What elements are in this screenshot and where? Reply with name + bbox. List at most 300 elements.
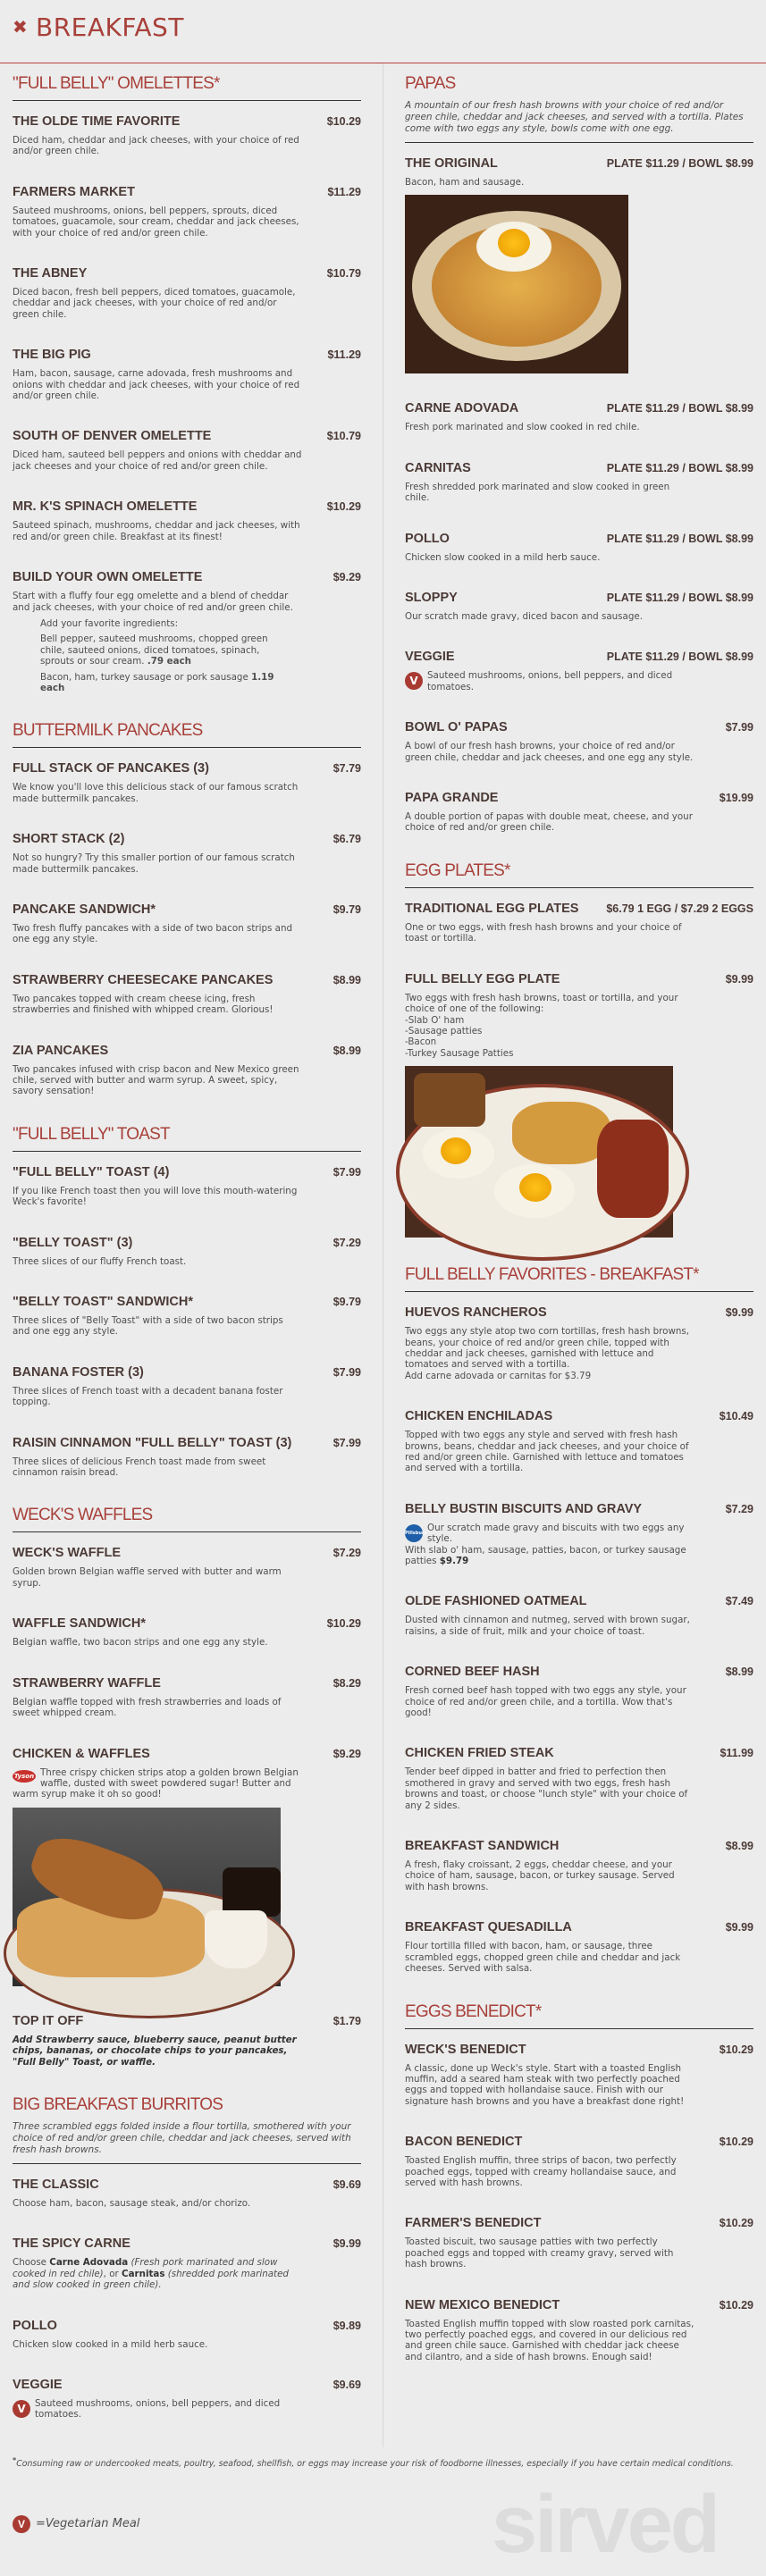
- item-header: [13, 2236, 361, 2252]
- text-segment: Sauteed spinach, mushrooms, cheddar and jack cheeses, with red and/or green chile. Breakfast at its finest!: [13, 520, 300, 542]
- item-description: [405, 2155, 695, 2188]
- section-divider: [405, 142, 753, 143]
- menu-item: [13, 1164, 361, 1208]
- item-description: [13, 520, 303, 542]
- item-header: [13, 1675, 361, 1691]
- text-segment: Topped with two eggs any style and served with fresh hash browns, beans, cheddar and jack cheeses, and your choice of red and/or green chile. Garnished with lettuce and tomatoes and served with a tortilla.: [405, 1430, 689, 1474]
- item-header: [13, 1164, 361, 1180]
- item-description: [13, 994, 303, 1016]
- item-header: [405, 971, 753, 987]
- item-name: CHICKEN FRIED STEAK: [405, 1746, 554, 1761]
- menu-section: [405, 1264, 753, 1974]
- item-name: THE BIG PIG: [13, 348, 91, 363]
- item-name: CARNE ADOVADA: [405, 401, 519, 416]
- menu-item: [405, 1408, 753, 1474]
- add-on-line: [40, 618, 290, 629]
- text-segment: Chicken slow cooked in a mild herb sauce.: [13, 2338, 208, 2350]
- item-price: PLATE $11.29 / BOWL $8.99: [606, 402, 753, 415]
- item-name: SLOPPY: [405, 591, 458, 606]
- text-segment: .79 each: [147, 656, 192, 667]
- page-title: BREAKFAST: [36, 13, 184, 42]
- item-description: [405, 482, 695, 504]
- section-title: PAPAS: [405, 74, 456, 93]
- item-price: $9.69: [332, 2378, 361, 2391]
- add-on-line: [40, 634, 290, 667]
- menu-item: [405, 719, 753, 763]
- item-description: [405, 1523, 695, 1567]
- text-segment: Chicken slow cooked in a mild herb sauce.: [405, 551, 601, 563]
- menu-item: [13, 2377, 361, 2421]
- text-segment: Three slices of delicious French toast made from sweet cinnamon raisin bread.: [13, 1456, 266, 1479]
- item-header: [405, 155, 753, 172]
- item-price: $7.99: [332, 1365, 361, 1379]
- menu-item: [13, 184, 361, 239]
- item-header: [13, 1746, 361, 1762]
- item-price: $7.29: [332, 1236, 361, 1249]
- item-header: [405, 1593, 753, 1609]
- item-header: [13, 2177, 361, 2193]
- menu-item: [13, 902, 361, 945]
- item-price: $10.29: [719, 2298, 753, 2312]
- item-description: [13, 852, 303, 875]
- item-header: [405, 2215, 753, 2231]
- text-segment: , or: [103, 2268, 122, 2279]
- item-header: [405, 1664, 753, 1680]
- item-header: [13, 1435, 361, 1451]
- disclaimer-text: Consuming raw or undercooked meats, poultry, seafood, shellfish, or eggs may increase your risk of foodborne illnesses, especially if you have certain medical conditions.: [16, 2458, 734, 2469]
- text-segment: If you like French toast then you will love this mouth-watering Weck's favorite!: [13, 1185, 298, 1208]
- item-name: BOWL O' PAPAS: [405, 720, 508, 735]
- text-segment: Fresh shredded pork marinated and slow cooked in green chile.: [405, 481, 670, 504]
- menu-item: [13, 2318, 361, 2350]
- item-name: "BELLY TOAST" (3): [13, 1235, 133, 1250]
- item-price: $6.79: [332, 833, 361, 846]
- item-description: [13, 1767, 303, 1800]
- section-title: FULL BELLY FAVORITES - BREAKFAST*: [405, 1265, 699, 1285]
- item-description: [13, 1315, 303, 1338]
- item-name: SHORT STACK (2): [13, 832, 125, 847]
- item-price: $7.99: [725, 721, 753, 734]
- item-header: [405, 719, 753, 735]
- menu-section: [13, 720, 361, 1096]
- item-name: CHICKEN & WAFFLES: [13, 1746, 150, 1761]
- text-segment: A double portion of papas with double meat, cheese, and your choice of red and/or green chile.: [405, 811, 693, 834]
- text-segment: A classic, done up Weck's style. Start with a toasted English muffin, add a seared ham steak with two perfectly poached eggs and topped with hollandaise sauce. Finish with our signature hash browns and you have a breakfast done right!: [405, 2062, 685, 2107]
- item-name: BANANA FOSTER (3): [13, 1364, 144, 1380]
- item-name: THE OLDE TIME FAVORITE: [13, 114, 181, 129]
- disclaimer: [13, 2456, 753, 2469]
- item-name: BACON BENEDICT: [405, 2135, 523, 2150]
- item-name: THE ORIGINAL: [405, 156, 498, 171]
- text-segment: Add Strawberry sauce, blueberry sauce, peanut butter chips, bananas, or chocolate chips to your pancakes, "Full Belly" Toast, or waffle.: [13, 2034, 297, 2068]
- item-name: CARNITAS: [405, 460, 471, 475]
- item-header: [13, 113, 361, 130]
- item-name: FULL BELLY EGG PLATE: [405, 971, 560, 986]
- item-price: $9.69: [332, 2177, 361, 2191]
- text-segment: Bell pepper, sauteed mushrooms, chopped green chile, sauteed onions, diced tomatoes, spinach, sprouts or sour cream.: [40, 634, 268, 667]
- text-segment: Belgian waffle topped with fresh strawberries and loads of sweet whipped cream.: [13, 1696, 282, 1719]
- menu-section: [405, 2001, 753, 2363]
- item-price: $9.79: [332, 902, 361, 916]
- item-price: $9.79: [332, 1296, 361, 1309]
- menu-item: [13, 1675, 361, 1719]
- text-segment: Diced ham, sauteed bell peppers and onions with cheddar and jack cheeses and your choice of red and/or green chile.: [13, 449, 302, 472]
- menu-item: [405, 155, 753, 373]
- text-segment: Bacon, ham and sausage.: [405, 177, 525, 188]
- item-header: [13, 1545, 361, 1561]
- item-header: [13, 1615, 361, 1632]
- item-description: [405, 422, 695, 432]
- text-segment: Two pancakes infused with crisp bacon and New Mexico green chile, served with butter and warm syrup. A sweet, spicy, savory sensation!: [13, 1063, 299, 1097]
- page-header: [0, 0, 766, 63]
- legend-text: =Vegetarian Meal: [36, 2517, 140, 2531]
- item-name: RAISIN CINNAMON "FULL BELLY" TOAST (3): [13, 1435, 292, 1450]
- item-name: BREAKFAST QUESADILLA: [405, 1920, 572, 1935]
- menu-section: [405, 860, 753, 1238]
- item-header: [405, 1838, 753, 1854]
- item-price: $8.99: [332, 973, 361, 986]
- eggplate-photo: [405, 1066, 673, 1238]
- text-segment: Dusted with cinnamon and nutmeg, served with brown sugar, raisins, a side of fruit, milk and your choice of toast.: [405, 1615, 690, 1637]
- text-segment: Golden brown Belgian waffle served with butter and warm syrup.: [13, 1566, 282, 1589]
- menu-item: [13, 1746, 361, 1986]
- text-segment: Diced ham, cheddar and jack cheeses, with your choice of red and/or green chile.: [13, 135, 299, 157]
- item-name: STRAWBERRY WAFFLE: [13, 1675, 161, 1691]
- item-header: [13, 1043, 361, 1059]
- item-price: $10.79: [326, 267, 361, 281]
- item-description: [405, 552, 695, 563]
- item-name: SOUTH OF DENVER OMELETTE: [13, 429, 212, 444]
- menu-item: [405, 400, 753, 432]
- item-description: [13, 591, 303, 613]
- item-description: [13, 1064, 303, 1097]
- item-price: PLATE $11.29 / BOWL $8.99: [606, 157, 753, 170]
- item-header: [13, 760, 361, 776]
- item-name: FARMER'S BENEDICT: [405, 2216, 542, 2231]
- add-on-line: [40, 672, 290, 694]
- menu-item: [13, 972, 361, 1016]
- item-description: [405, 2063, 695, 2108]
- item-description: [405, 922, 695, 944]
- item-name: OLDE FASHIONED OATMEAL: [405, 1594, 587, 1609]
- item-price: $11.99: [720, 1747, 753, 1760]
- item-header: [405, 460, 753, 476]
- menu-section: [13, 2094, 361, 2421]
- section-divider: [13, 100, 361, 101]
- menu-item: [405, 2297, 753, 2363]
- item-price: $7.99: [332, 1436, 361, 1449]
- sirved-watermark: sirved: [491, 2478, 718, 2570]
- item-price: $11.29: [327, 185, 361, 198]
- item-header: [405, 1501, 753, 1517]
- item-description: [405, 1941, 695, 1974]
- section-title: "FULL BELLY" OMELETTES*: [13, 74, 220, 93]
- item-price: $8.99: [332, 1044, 361, 1057]
- item-header: [405, 1745, 753, 1761]
- item-price: $10.29: [719, 2217, 753, 2230]
- section-title: WECK'S WAFFLES: [13, 1506, 153, 1525]
- menu-item: [405, 1664, 753, 1718]
- item-name: THE CLASSIC: [13, 2177, 99, 2192]
- item-price: $7.49: [725, 1595, 753, 1608]
- text-segment: Flour tortilla filled with bacon, ham, or sausage, three scrambled eggs, chopped green chile and cheddar and jack cheeses. Served with salsa.: [405, 1941, 681, 1975]
- item-price: $10.29: [326, 115, 361, 128]
- vegetarian-legend: [13, 2515, 139, 2533]
- item-price: $9.99: [725, 1921, 753, 1934]
- item-description: [13, 449, 303, 472]
- item-header: [13, 265, 361, 281]
- item-name: HUEVOS RANCHEROS: [405, 1305, 547, 1321]
- item-name: VEGGIE: [13, 2377, 63, 2392]
- item-price: $7.29: [332, 1547, 361, 1560]
- item-description: [405, 1859, 695, 1892]
- item-header: [13, 1294, 361, 1310]
- menu-columns: [0, 63, 766, 2447]
- item-description: [405, 1766, 695, 1811]
- menu-section: [13, 1124, 361, 1479]
- item-description: [13, 1566, 303, 1589]
- item-price: $10.29: [719, 2135, 753, 2149]
- item-description: [13, 287, 303, 320]
- menu-item: [405, 1838, 753, 1892]
- item-name: BELLY BUSTIN BISCUITS AND GRAVY: [405, 1501, 643, 1516]
- item-description: [13, 782, 303, 804]
- item-price: PLATE $11.29 / BOWL $8.99: [606, 461, 753, 474]
- item-price: $9.29: [332, 1747, 361, 1760]
- menu-item: [13, 2013, 361, 2068]
- item-name: WECK'S BENEDICT: [405, 2042, 526, 2057]
- menu-item: [13, 1043, 361, 1097]
- item-header: [405, 790, 753, 806]
- menu-item: [405, 790, 753, 834]
- menu-item: [405, 2042, 753, 2108]
- item-name: POLLO: [405, 531, 450, 546]
- text-segment: Choose ham, bacon, sausage steak, and/or chorizo.: [13, 2197, 251, 2209]
- text-segment: A bowl of our fresh hash browns, your choice of red and/or green chile, cheddar and jack cheeses, and one egg any style.: [405, 741, 694, 763]
- item-price: $19.99: [719, 792, 753, 805]
- item-price: $7.99: [332, 1165, 361, 1179]
- item-name: PANCAKE SANDWICH*: [13, 902, 156, 917]
- item-price: $10.49: [719, 1410, 753, 1423]
- text-segment: Three crispy chicken strips atop a golden brown Belgian waffle, dusted with sweet powdered sugar! Butter and warm syrup make it oh so good!: [13, 1766, 299, 1800]
- item-description: [13, 2398, 303, 2421]
- menu-item: [13, 569, 361, 693]
- text-segment: Sauteed mushrooms, onions, bell peppers, and diced tomatoes.: [427, 670, 673, 692]
- item-price: $9.89: [332, 2319, 361, 2332]
- text-segment: Choose: [13, 2257, 50, 2269]
- item-header: [405, 531, 753, 547]
- menu-section: [405, 73, 753, 834]
- menu-item: [405, 901, 753, 944]
- section-title: EGG PLATES*: [405, 860, 510, 880]
- section-divider: [13, 2163, 361, 2164]
- menu-item: [405, 1501, 753, 1567]
- text-segment: Ham, bacon, sausage, carne adovada, fresh mushrooms and onions with cheddar and jack cheeses, with your choice of red and/or green chile.: [13, 368, 300, 402]
- menu-item: [13, 1364, 361, 1408]
- text-segment: Toasted English muffin topped with slow roasted pork carnitas, two perfectly poached eggs, and covered in our delicious red and green chile sauce. Garnished with cheddar jack cheese and cilantro, and a side of hash browns. Enough said!: [405, 2318, 694, 2362]
- item-name: BREAKFAST SANDWICH: [405, 1839, 560, 1854]
- section-intro: Three scrambled eggs folded inside a flour tortilla, smothered with your choice of red and/or green chile, cheddar and jack cheeses, served with fresh hash browns.: [13, 2120, 351, 2155]
- text-segment: Diced bacon, fresh bell peppers, diced tomatoes, guacamole, cheddar and jack cheeses, with your choice of red and/or green chile.: [13, 287, 296, 320]
- item-name: STRAWBERRY CHEESECAKE PANCAKES: [13, 972, 274, 987]
- item-header: [13, 1364, 361, 1380]
- item-description: [405, 993, 695, 1059]
- menu-item: [405, 971, 753, 1238]
- item-name: CORNED BEEF HASH: [405, 1665, 540, 1680]
- menu-item: [13, 760, 361, 804]
- menu-item: [13, 1615, 361, 1648]
- item-header: [13, 2377, 361, 2393]
- item-price: $8.99: [725, 1840, 753, 1853]
- item-name: "FULL BELLY" TOAST (4): [13, 1164, 170, 1179]
- item-header: [13, 2318, 361, 2334]
- item-price: $10.79: [326, 430, 361, 443]
- text-segment: Not so hungry? Try this smaller portion of our famous scratch made buttermilk pancakes.: [13, 852, 295, 875]
- close-icon[interactable]: ✖: [13, 16, 28, 38]
- item-name: FULL STACK OF PANCAKES (3): [13, 761, 209, 776]
- item-description: [13, 2198, 303, 2209]
- menu-item: [405, 2134, 753, 2188]
- text-segment: Two fresh fluffy pancakes with a side of two bacon strips and one egg any style.: [13, 922, 293, 945]
- item-description: [405, 1430, 695, 1474]
- text-segment: Our scratch made gravy and biscuits with two eggs any style. With slab o' ham, sausage, patties, bacon, or turkey sausage patties: [405, 1522, 686, 1566]
- text-segment: Toasted biscuit, two sausage patties with two perfectly poached eggs and topped with creamy gravy, served with hash browns.: [405, 2236, 674, 2270]
- item-name: ZIA PANCAKES: [13, 1043, 109, 1058]
- item-name: VEGGIE: [405, 650, 455, 665]
- text-segment: $9.79: [439, 1556, 469, 1566]
- item-name: POLLO: [13, 2318, 57, 2333]
- item-header: [13, 569, 361, 585]
- item-header: [405, 2297, 753, 2313]
- item-price: $8.99: [725, 1666, 753, 1679]
- item-description: [405, 177, 695, 188]
- item-header: [405, 1408, 753, 1424]
- item-description: [405, 2319, 695, 2363]
- text-segment: Toasted English muffin, three strips of bacon, two perfectly poached eggs, topped with creamy hollandaise sauce, and served with hash browns.: [405, 2155, 677, 2188]
- text-segment: Three slices of "Belly Toast" with a side of two bacon strips and one egg any style.: [13, 1315, 283, 1338]
- item-price: $11.29: [327, 348, 361, 362]
- section-divider: [405, 1291, 753, 1292]
- item-header: [13, 831, 361, 847]
- menu-column-left: [13, 73, 361, 2447]
- asterisk: *: [13, 2455, 17, 2464]
- item-header: [405, 2134, 753, 2150]
- vegetarian-icon: V: [13, 2515, 30, 2533]
- text-segment: Sauteed mushrooms, onions, bell peppers, and diced tomatoes.: [35, 2397, 281, 2421]
- item-name: THE ABNEY: [13, 266, 88, 281]
- section-divider: [405, 887, 753, 888]
- menu-item: [405, 531, 753, 563]
- item-header: [13, 499, 361, 515]
- item-description: [13, 1386, 303, 1408]
- item-description: [13, 206, 303, 239]
- item-header: [405, 901, 753, 917]
- menu-item: [13, 499, 361, 542]
- text-segment: 1.19 each: [40, 671, 274, 693]
- item-description: [13, 1256, 303, 1267]
- text-segment: Sauteed mushrooms, onions, bell peppers, sprouts, diced tomatoes, guacamole, sour cream, cheddar and jack cheeses, with your choice of red and/or green chile.: [13, 205, 299, 239]
- item-description: [405, 670, 695, 692]
- item-description: [13, 368, 303, 401]
- menu-column-right: [405, 73, 753, 2447]
- item-name: WAFFLE SANDWICH*: [13, 1616, 147, 1632]
- section-title: BUTTERMILK PANCAKES: [13, 721, 203, 741]
- menu-item: [13, 428, 361, 472]
- item-name: MR. K'S SPINACH OMELETTE: [13, 499, 198, 515]
- menu-item: [13, 347, 361, 401]
- vegetarian-icon: V: [405, 672, 423, 690]
- item-header: [13, 184, 361, 200]
- text-segment: Tender beef dipped in batter and fried to perfection then smothered in gravy and served with two eggs, fresh hash browns and toast, or choose "lunch style" with your choice of any 2 sides.: [405, 1766, 688, 1811]
- item-price: $9.99: [725, 972, 753, 986]
- text-segment: Two pancakes topped with cream cheese icing, fresh strawberries and finished with whipped cream. Glorious!: [13, 993, 274, 1016]
- vegetarian-icon: V: [13, 2400, 30, 2418]
- text-segment: (shredded pork marinated and slow cooked in green chile).: [13, 2268, 289, 2291]
- menu-item: [13, 1435, 361, 1479]
- item-description: [13, 2035, 303, 2068]
- item-name: NEW MEXICO BENEDICT: [405, 2297, 560, 2312]
- menu-section: [13, 1505, 361, 2067]
- item-header: [405, 590, 753, 606]
- item-description: [405, 1326, 695, 1381]
- item-name: BUILD YOUR OWN OMELETTE: [13, 570, 203, 585]
- item-price: $10.29: [719, 2043, 753, 2056]
- menu-item: [13, 1545, 361, 1589]
- item-description: [13, 2339, 303, 2350]
- item-description: [405, 1685, 695, 1718]
- menu-section: [13, 73, 361, 693]
- menu-item: [13, 1235, 361, 1267]
- item-price: PLATE $11.29 / BOWL $8.99: [606, 650, 753, 664]
- menu-item: [13, 113, 361, 157]
- item-price: $10.29: [326, 1617, 361, 1631]
- item-description: [13, 135, 303, 157]
- item-description: [405, 2236, 695, 2270]
- menu-item: [405, 1745, 753, 1811]
- section-divider: [13, 1151, 361, 1152]
- text-segment: A fresh, flaky croissant, 2 eggs, cheddar cheese, and your choice of ham, sausage, bacon, or turkey sausage. Served with hash browns.: [405, 1859, 675, 1892]
- text-segment: Two eggs any style atop two corn tortillas, fresh hash browns, beans, your choice of red and/or green chile, topped with cheddar and jack cheeses, garnished with lettuce and tomatoes and served with a tortilla. Add carne adovada or carnitas for $3.79: [405, 1326, 690, 1381]
- menu-item: [405, 649, 753, 692]
- tyson-icon: Tyson: [13, 1770, 36, 1783]
- item-header: [13, 428, 361, 444]
- menu-item: [405, 1305, 753, 1381]
- menu-item: [13, 265, 361, 320]
- chicken-photo: [13, 1808, 281, 1986]
- menu-item: [405, 1593, 753, 1637]
- section-intro: A mountain of our fresh hash browns with your choice of red and/or green chile, cheddar and jack cheeses, and served with a tortilla. Plates come with two eggs any style, bowls come with one egg.: [405, 100, 744, 134]
- item-price: $9.99: [725, 1306, 753, 1320]
- item-header: [405, 1919, 753, 1935]
- menu-item: [13, 2177, 361, 2209]
- item-price: $1.79: [332, 2014, 361, 2027]
- text-segment: Bacon, ham, turkey sausage or pork sausage: [40, 671, 252, 683]
- item-header: [13, 972, 361, 988]
- item-name: WECK'S WAFFLE: [13, 1546, 122, 1561]
- text-segment: Start with a fluffy four egg omelette and a blend of cheddar and jack cheeses, with your choice of red and/or green chile.: [13, 591, 293, 613]
- text-segment: Add your favorite ingredients:: [40, 617, 179, 629]
- item-header: [405, 400, 753, 416]
- menu-item: [405, 590, 753, 622]
- item-description: [13, 1456, 303, 1479]
- text-segment: Fresh corned beef hash topped with two eggs any style, your choice of red and/or green chile, and a tortilla. Wow that's good!: [405, 1685, 686, 1719]
- item-price: PLATE $11.29 / BOWL $8.99: [606, 592, 753, 605]
- item-description: [405, 611, 695, 622]
- text-segment: Carne Adovada: [49, 2257, 129, 2269]
- item-price: $10.29: [326, 500, 361, 514]
- text-segment: (Fresh pork marinated and slow cooked in red chile): [13, 2257, 278, 2279]
- section-divider: [13, 747, 361, 748]
